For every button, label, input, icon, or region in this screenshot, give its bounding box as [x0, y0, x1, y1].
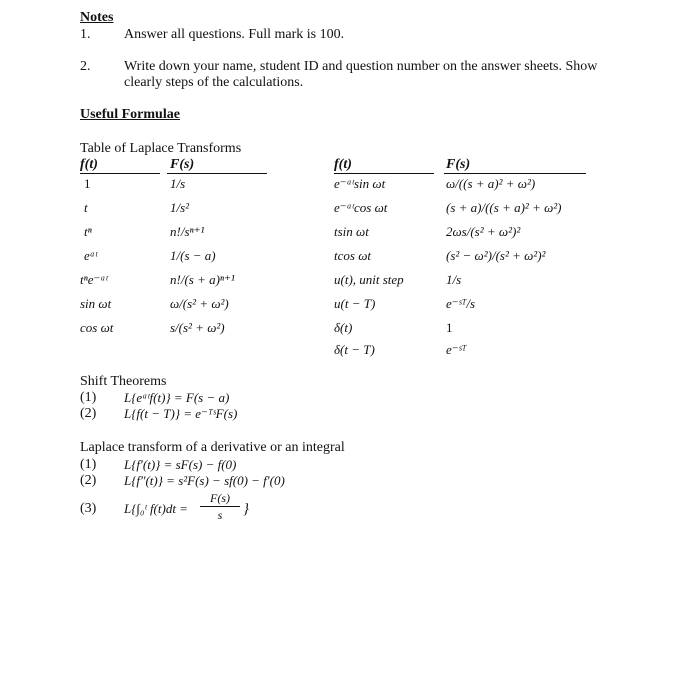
right-F-header-rule: [444, 173, 586, 174]
right-col-header-f: f(t): [334, 157, 352, 172]
right-row-1-F: ω/((s + a)² + ω²): [446, 176, 536, 191]
left-row-6-f: sin ωt: [80, 296, 112, 311]
left-row-2-F: 1/s²: [170, 200, 190, 215]
left-row-4-F: 1/(s − a): [170, 248, 216, 263]
note-2-number: 2.: [80, 59, 91, 74]
derivative-3-expr-right: }: [243, 501, 249, 517]
derivative-3-fraction-numerator: F(s): [210, 491, 230, 505]
shift-theorems-title: Shift Theorems: [80, 374, 167, 389]
left-row-5-F: n!/(s + a)ⁿ⁺¹: [170, 272, 235, 287]
right-row-4-F: (s² − ω²)/(s² + ω²)²: [446, 248, 546, 263]
right-row-7-f: δ(t): [334, 320, 353, 335]
derivative-1-expr: L{f′(t)} = sF(s) − f(0): [124, 457, 237, 472]
right-row-7-F: 1: [446, 320, 453, 335]
right-row-6-f: u(t − T): [334, 296, 376, 311]
right-row-5-f: u(t), unit step: [334, 272, 404, 287]
shift-1-expr: L{eᵃᵗf(t)} = F(s − a): [124, 390, 230, 405]
right-row-8-F: e⁻ˢᵀ: [446, 342, 467, 357]
shift-2-number: (2): [80, 406, 97, 421]
left-row-7-f: cos ωt: [80, 320, 114, 335]
derivative-3-number: (3): [80, 501, 97, 516]
note-1-number: 1.: [80, 27, 91, 42]
left-row-5-f: tⁿe⁻ᵃᵗ: [80, 272, 108, 287]
laplace-table-title: Table of Laplace Transforms: [80, 141, 242, 156]
note-2-text-line1: Write down your name, student ID and question number on the answer sheets. Show: [124, 59, 598, 74]
right-row-3-f: tsin ωt: [334, 224, 369, 239]
left-row-3-F: n!/sⁿ⁺¹: [170, 224, 205, 239]
right-row-2-F: (s + a)/((s + a)² + ω²): [446, 200, 562, 215]
left-row-4-f: eᵃᵗ: [84, 248, 98, 263]
right-row-3-F: 2ωs/(s² + ω²)²: [446, 224, 521, 239]
right-row-6-F: e⁻ˢᵀ/s: [446, 296, 476, 311]
derivative-title: Laplace transform of a derivative or an integral: [80, 440, 345, 455]
left-row-1-f: 1: [84, 176, 91, 191]
left-col-header-f: f(t): [80, 157, 98, 172]
formulae-heading: Useful Formulae: [80, 107, 180, 122]
left-row-2-f: t: [84, 200, 88, 215]
note-2-text-line2: clearly steps of the calculations.: [124, 75, 304, 90]
left-F-header-rule: [167, 173, 267, 174]
left-row-6-F: ω/(s² + ω²): [170, 296, 229, 311]
right-row-4-f: tcos ωt: [334, 248, 371, 263]
right-row-1-f: e⁻ᵃᵗsin ωt: [334, 176, 386, 191]
left-f-header-rule: [80, 173, 160, 174]
shift-2-expr: L{f(t − T)} = e⁻ᵀˢF(s): [124, 406, 238, 421]
right-row-2-f: e⁻ᵃᵗcos ωt: [334, 200, 388, 215]
derivative-3-fraction-bar: [200, 506, 240, 507]
derivative-3-fraction-denominator: s: [217, 508, 223, 522]
right-row-8-f: δ(t − T): [334, 342, 375, 357]
shift-1-number: (1): [80, 390, 97, 405]
right-f-header-rule: [334, 173, 434, 174]
right-col-header-F: F(s): [446, 157, 471, 172]
derivative-2-number: (2): [80, 473, 97, 488]
note-1-text: Answer all questions. Full mark is 100.: [124, 27, 345, 42]
left-row-7-F: s/(s² + ω²): [170, 320, 225, 335]
left-col-header-F: F(s): [170, 157, 195, 172]
right-row-5-F: 1/s: [446, 272, 462, 287]
derivative-2-expr: L{f″(t)} = s²F(s) − sf(0) − f′(0): [124, 473, 285, 488]
left-row-3-f: tⁿ: [84, 224, 92, 239]
derivative-3-expr-left: L{∫₀ᵗ f(t)dt =: [124, 501, 188, 516]
notes-heading: Notes: [80, 10, 114, 25]
derivative-1-number: (1): [80, 457, 97, 472]
left-row-1-F: 1/s: [170, 176, 186, 191]
